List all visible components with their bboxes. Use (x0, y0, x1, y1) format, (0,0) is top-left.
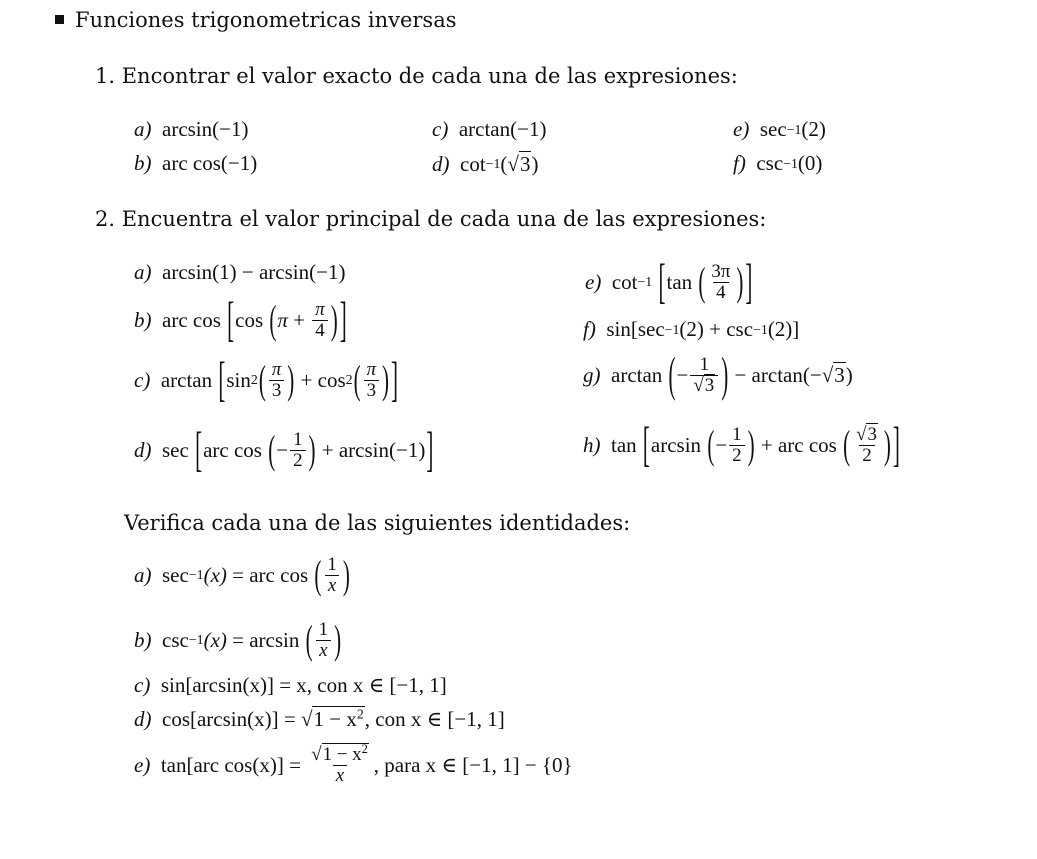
label-b: b) (134, 151, 152, 175)
q3-a-fn: sec (162, 562, 189, 587)
label-d: d) (432, 151, 450, 176)
frac-num: 1 (318, 619, 329, 640)
q1-a-expr: arcsin(−1) (162, 117, 249, 141)
q2-f-mid: (2) + csc (679, 317, 754, 341)
q2-c-fn: arctan (160, 367, 213, 392)
paren-open-icon: ( (668, 346, 676, 402)
q3-c-text: sin[arcsin(x)] = x, con x ∈ [−1, 1] (160, 673, 447, 697)
paren-close-icon: ) (334, 616, 342, 663)
frac-den: 2 (859, 445, 874, 466)
label-a: a) (134, 260, 152, 284)
q2-a-expr: arcsin(1) − arcsin(−1) (162, 260, 346, 284)
paren-close-icon: ) (382, 356, 390, 403)
paren-open-icon: ( (305, 616, 313, 663)
q3-b-eq: = arcsin (232, 627, 300, 652)
q3-heading: Verifica cada una de las siguientes identidades: (124, 511, 631, 535)
q2-c-sin: sin (226, 367, 251, 392)
frac-den: 4 (713, 282, 728, 303)
paren-close-icon: ) (721, 346, 729, 402)
label-g: g) (583, 362, 601, 387)
frac-num: 1 (732, 424, 742, 445)
q3-item-b: b) csc −1 (x) = arcsin ( $\frac{1}{x}$ ) (134, 616, 342, 663)
q2-g-root: 3 (834, 363, 845, 388)
label-e: e) (733, 117, 750, 141)
q3-item-d: d) cos[arcsin(x)] = √ $1 - x^2$ , con x ∈ [−1, 1] (134, 706, 505, 731)
q1-item-a (134, 117, 248, 142)
q3-e-pre: tan[arc cos(x)] = (160, 752, 301, 777)
q2-f-tail: (2)] (767, 317, 800, 341)
q2-heading: 2. Encuentra el valor principal de cada una de las expresiones: (95, 207, 767, 231)
q2-d-frac (290, 430, 305, 471)
label-b: b) (134, 627, 152, 652)
q3-item-e (134, 742, 573, 786)
bracket-open-icon: [ (195, 421, 203, 477)
frac-den: x (325, 575, 339, 596)
q1-item-b (134, 151, 257, 176)
q2-f-text: sin[sec (606, 317, 665, 341)
q3-item-a: a) sec −1 (x) = arc cos ( $\frac{1}{x}$ ) (134, 551, 350, 598)
q3-d-tail: , con x ∈ [−1, 1] (364, 706, 505, 731)
frac-den: 2 (290, 450, 305, 471)
q2-b-inner: cos (235, 307, 264, 332)
q2-e-inner: tan (666, 269, 693, 294)
q2-h-frac-2: $\frac{√3}{2}$ (856, 424, 877, 466)
bracket-close-icon: ] (391, 351, 399, 407)
q2-h-minus: − (715, 432, 728, 457)
q3-d-pre: cos[arcsin(x)] = (162, 706, 296, 731)
q2-g-fn: arctan (611, 362, 663, 387)
q2-g-close: ) (845, 362, 853, 387)
q2-g-frac: $\frac{1}{√3}$ (690, 355, 718, 396)
q3-a-eq: = arc cos (232, 562, 309, 587)
paren-open-icon: ( (353, 356, 361, 403)
q2-item-f: f) sin[sec −1 (2) + csc −1 (2)] (583, 317, 800, 341)
paren-close-icon: ) (308, 426, 316, 473)
q2-e-frac (708, 262, 733, 303)
label-h: h) (583, 432, 601, 457)
q1-item-e: e) sec −1 (2) (733, 117, 826, 141)
q2-c-frac-1 (269, 360, 284, 401)
frac-num: 3 (867, 424, 877, 445)
q1-item-d: d) cot −1 (√ 3 ) (432, 151, 539, 176)
q2-d-minus: − (276, 437, 289, 462)
q2-g-minus: − (676, 362, 689, 387)
q1-f-fn: csc (756, 151, 784, 175)
q3-e-root: 1 − x (322, 744, 362, 765)
label-e: e) (134, 752, 151, 777)
q2-e-fn: cot (611, 269, 638, 294)
frac-num: π (315, 299, 325, 320)
q2-c-plus: + (300, 367, 313, 392)
q3-e-frac: $\frac{√1 - x^2}{x}$ (311, 742, 368, 786)
q1-f-arg: (0) (797, 151, 823, 175)
q3-d-sq: 2 (356, 706, 364, 722)
q1-item-c (432, 117, 546, 142)
bracket-open-icon: [ (658, 253, 666, 309)
frac-num: 1 (327, 554, 337, 575)
paren-open-icon: ( (698, 258, 706, 305)
paren-close-icon: ) (883, 421, 891, 468)
q2-item-g: g) arctan ( − $\frac{1}{√3}$ ) − arctan(− √ 3 ) (583, 355, 853, 396)
q2-d-tail: + arcsin(−1) (321, 437, 426, 462)
paren-close-icon: ) (330, 296, 338, 343)
frac-num: 1 (293, 429, 303, 450)
frac-den: 3 (364, 380, 379, 401)
q3-a-frac (324, 555, 339, 596)
label-a: a) (134, 117, 152, 141)
label-e: e) (585, 269, 602, 294)
q2-g-tail: − arctan(− (734, 362, 822, 387)
frac-den: 3 (269, 380, 284, 401)
paren-close-icon: ) (287, 356, 295, 403)
bracket-close-icon: ] (892, 416, 900, 472)
q2-item-d (134, 421, 434, 477)
label-f: f) (583, 317, 596, 341)
label-d: d) (134, 437, 152, 462)
frac-den: x (316, 640, 330, 661)
q1-c-expr: arctan(−1) (458, 117, 547, 141)
q1-e-fn: sec (759, 117, 787, 141)
bracket-open-icon: [ (642, 416, 650, 472)
label-c: c) (134, 367, 151, 392)
q2-item-c: c) arctan [ sin 2 ( $\frac{\pi}{3}$ ) + cos 2 ( $\frac{\pi}{3}$ ) ] (134, 360, 399, 401)
q3-e-tail: , para x ∈ [−1, 1] − {0} (373, 752, 573, 777)
paren-open-icon: ( (707, 421, 715, 468)
q2-h-inner: arcsin (650, 432, 702, 457)
q2-h-frac-1 (729, 425, 744, 466)
q1-b-expr: arc cos(−1) (162, 151, 258, 175)
q2-b-frac (312, 300, 327, 341)
label-f: f) (733, 151, 746, 175)
paren-open-icon: ( (269, 296, 277, 343)
q2-item-h (583, 416, 901, 472)
bullet-icon (55, 15, 64, 24)
bracket-close-icon: ] (339, 291, 347, 347)
frac-num: π (366, 359, 377, 380)
frac-den: x (333, 765, 347, 786)
label-b: b) (134, 307, 152, 332)
q2-c-cos: cos (317, 367, 346, 392)
q2-h-plus: + arc cos (760, 432, 837, 457)
q2-b-pi: π (277, 307, 288, 332)
paren-close-icon: ) (342, 551, 350, 598)
bracket-open-icon: [ (227, 291, 235, 347)
section-title: Funciones trigonometricas inversas (75, 8, 457, 32)
bracket-open-icon: [ (218, 351, 226, 407)
frac-num: 3π (711, 261, 731, 282)
label-c: c) (134, 673, 151, 697)
paren-open-icon: ( (268, 426, 276, 473)
q3-e-sq: 2 (361, 742, 368, 757)
q2-d-fn: sec (162, 437, 189, 462)
q1-d-root: 3 (519, 152, 531, 176)
paren-open-icon: ( (258, 356, 266, 403)
q2-b-plus: + (293, 307, 306, 332)
q3-b-arg: (x) (203, 627, 227, 652)
bracket-close-icon: ] (426, 421, 434, 477)
frac-den: 4 (312, 320, 327, 341)
q3-b-frac (316, 620, 331, 661)
q3-a-arg: (x) (203, 562, 227, 587)
q1-d-fn: cot (460, 151, 486, 176)
frac-den: 2 (729, 445, 744, 466)
q3-b-fn: csc (162, 627, 189, 652)
bracket-close-icon: ] (745, 253, 753, 309)
q1-item-f: f) csc −1 (0) (733, 151, 823, 175)
q1-e-arg: (2) (801, 117, 826, 141)
label-a: a) (134, 562, 152, 587)
q2-item-b (134, 291, 348, 347)
q2-d-inner: arc cos (203, 437, 262, 462)
q2-item-a (134, 260, 345, 285)
paren-open-icon: ( (314, 551, 322, 598)
frac-num: 1 (699, 354, 710, 375)
frac-num: π (271, 359, 282, 380)
frac-den: 3 (704, 374, 715, 396)
q3-item-c (134, 673, 447, 698)
paren-open-icon: ( (843, 421, 851, 468)
paren-close-icon: ) (747, 421, 755, 468)
paren-close-icon: ) (736, 258, 744, 305)
q1-heading: 1. Encontrar el valor exacto de cada una de las expresiones: (95, 64, 738, 88)
q2-c-frac-2 (364, 360, 379, 401)
q2-item-e: e) cot −1 [ tan ( $\frac{3\pi}{4}$ ) ] (585, 262, 753, 303)
q3-d-root: 1 − x (313, 707, 357, 731)
q2-h-fn: tan (611, 432, 637, 457)
label-c: c) (432, 117, 449, 141)
label-d: d) (134, 706, 152, 731)
q2-b-fn: arc cos (162, 307, 221, 332)
